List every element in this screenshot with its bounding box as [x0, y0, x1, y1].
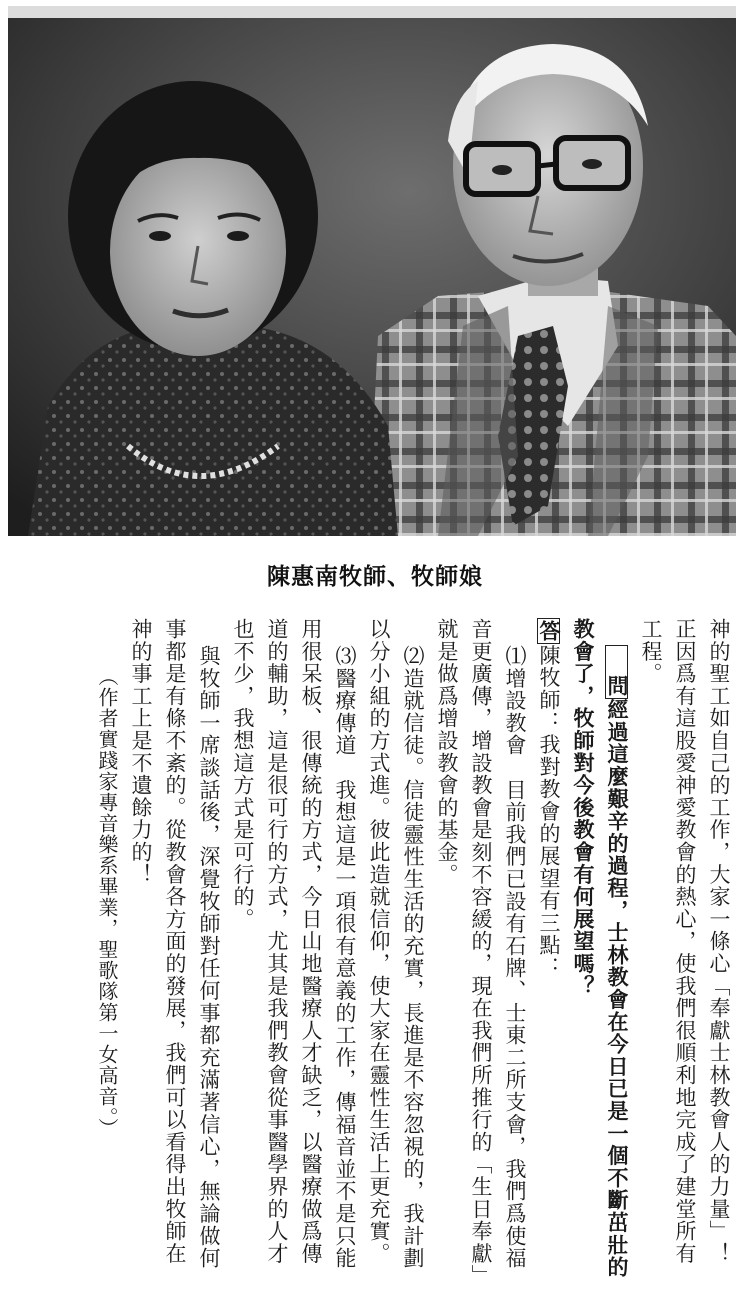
paragraph-point-3: ⑶醫療傳道 我想這是一項很有意義的工作，傳福音並不是只能用很呆板、很傳統的方式，今日山地醫療人才缺乏，以醫療做爲傳道的輔助，這是很可行的方式，尤其是我們教會從事醫學界的人才也不少，我想這方式是可行的。 — [231, 618, 357, 1270]
answer-mark-label: 答 — [537, 620, 561, 643]
interview-answer — [532, 618, 566, 1286]
question-text: 經過這麼艱辛的過程，士林教會在今日已是一個不斷茁壯的教會了，牧師對今後教會有何展望嗎？ — [571, 618, 629, 1279]
paragraph-point-1: ⑴增設教會 目前我們已設有石牌、士東二所支會，我們爲使福音更廣傳，增設教會是刻不容緩的，現在我們所推行的「生日奉獻」就是做爲增設教會的基金。 — [435, 618, 527, 1277]
photo-caption: 陳惠南牧師、牧師娘 — [267, 564, 483, 590]
author-credit: （作者實踐家專音樂系畢業，聖歌隊第一女高音。） — [95, 666, 119, 1139]
question-mark-label: 問 — [605, 645, 628, 699]
paragraph-intro: 神的聖工如自己的工作，大家一條心「奉獻士林教會人的力量」！正因爲有這股愛神愛教會的熱心，使我們很順利地完成了建堂所有工程。 — [639, 618, 731, 1265]
answer-text: 陳牧師：我對教會的展望有三點： — [537, 644, 561, 979]
couple-photograph — [8, 6, 736, 536]
paragraph-conclusion: 與牧師一席談話後，深覺牧師對任何事都充滿著信心，無論做何事都是有條不紊的。從教會各方面的發展，我們可以看得出牧師在神的事工上是不遺餘力的！ — [129, 618, 221, 1270]
paragraph-point-2: ⑵造就信徒。信徒靈性生活的充實，長進是不容忽視的，我計劃以分小組的方式進。彼此造就信仰，使大家在靈性生活上更充實。 — [367, 618, 425, 1270]
interview-question — [566, 618, 634, 1286]
article-body — [95, 618, 736, 1286]
